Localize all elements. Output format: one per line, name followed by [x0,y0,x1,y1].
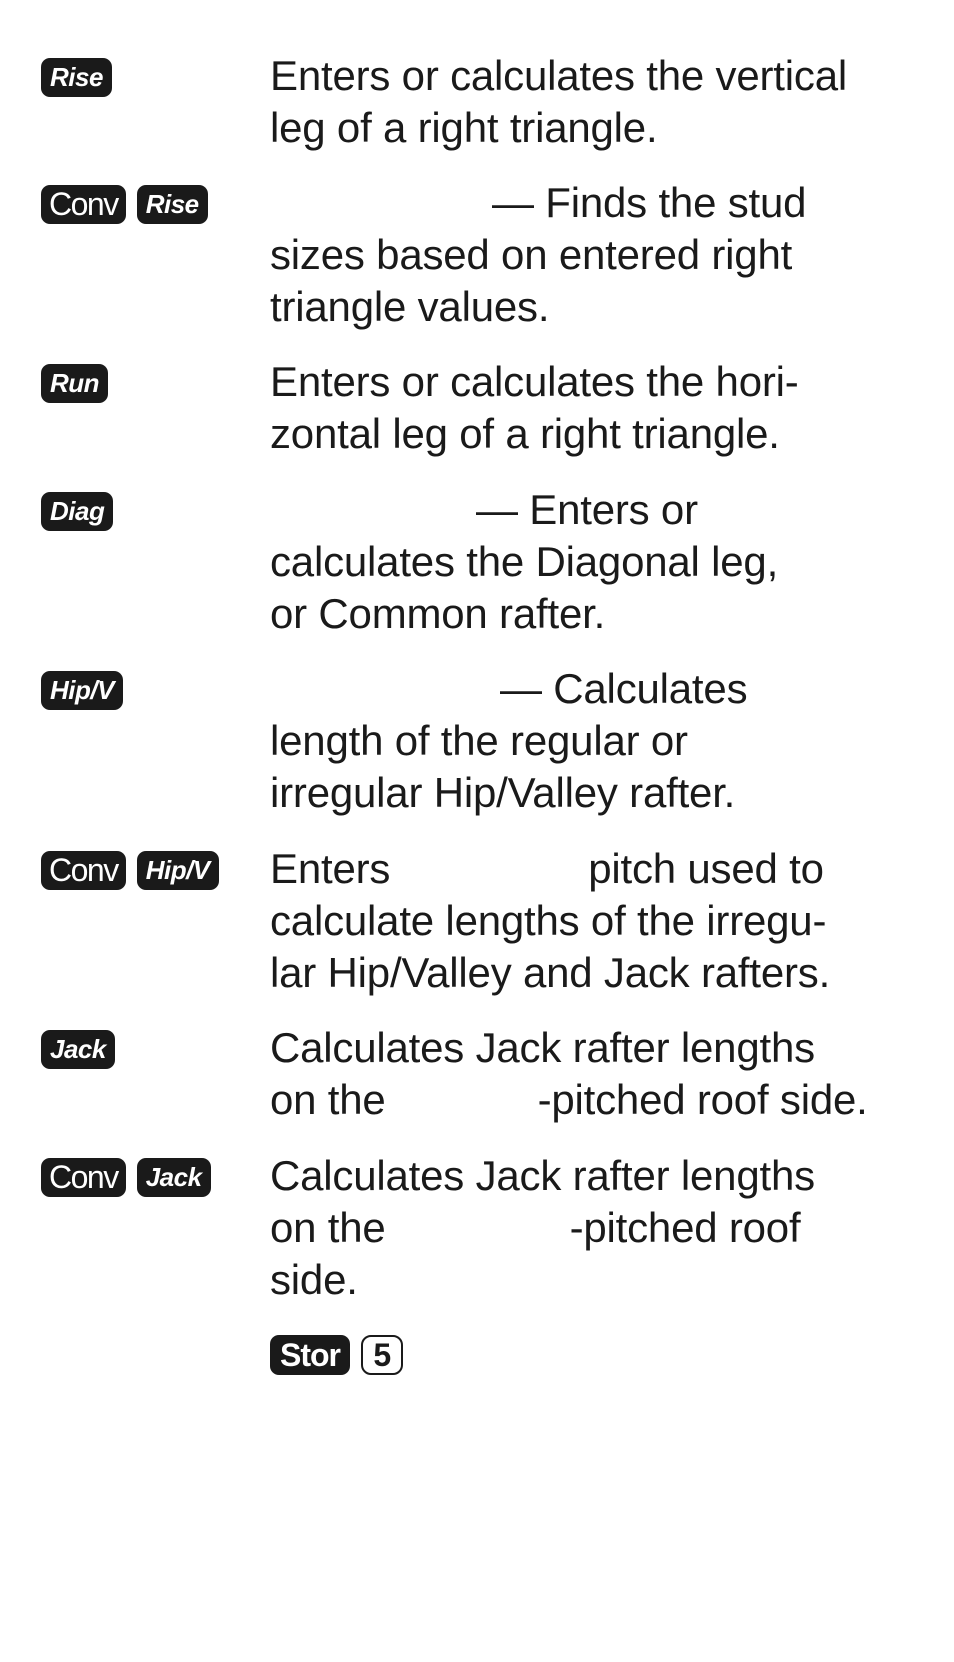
description-line: — Enters or [476,486,698,533]
description-line: — Finds the stud [492,179,807,226]
description-line: calculate lengths of the irregu- [270,897,827,944]
hip-v-key[interactable]: Hip/V [137,851,219,890]
description-line: Enters or calculates the vertical [270,52,847,99]
description-line: on the [270,1076,386,1123]
rise-key[interactable]: Rise [137,185,208,224]
description-line: — Calculates [500,665,748,712]
rise-key[interactable]: Rise [41,58,112,97]
entry-description [270,843,930,999]
description-line: irregular Hip/Valley rafter. [270,769,736,816]
description-line: on the [270,1204,386,1251]
entry-description [270,1022,930,1126]
description-line: -pitched roof side. [537,1076,868,1123]
conv-key[interactable]: Conv [41,851,126,890]
description-line: leg of a right triangle. [270,104,658,151]
description-line: Enters [270,845,391,892]
stor-key-sequence [270,1335,414,1375]
description-line: triangle values. [270,283,550,330]
diag-key[interactable]: Diag [41,492,113,531]
jack-key[interactable]: Jack [137,1158,211,1197]
conv-key[interactable]: Conv [41,185,126,224]
description-line: Calculates Jack rafter lengths [270,1152,815,1199]
jack-key[interactable]: Jack [41,1030,115,1069]
description-line: side. [270,1256,358,1303]
description-line: -pitched roof [569,1204,801,1251]
conv-key[interactable]: Conv [41,1158,126,1197]
description-line: Enters or calculates the hori- [270,358,799,405]
key-group [41,1158,222,1198]
key-group [41,671,134,711]
entry-description [270,50,930,154]
description-line: sizes based on entered right [270,231,793,278]
entry-description [270,177,930,333]
description-line: Calculates Jack rafter lengths [270,1024,815,1071]
entry-description [270,1150,930,1306]
key-group [41,851,230,891]
stor-key[interactable]: Stor [270,1335,350,1375]
description-line: length of the regular or [270,717,688,764]
key-group [41,1030,126,1070]
key-group [41,185,219,225]
entry-description [270,484,930,640]
entry-description [270,663,930,819]
key-group [41,364,119,404]
description-line: pitch used to [588,845,824,892]
key-group [41,58,123,98]
description-line: or Common rafter. [270,590,606,637]
description-line: calculates the Diagonal leg, [270,538,779,585]
entry-description [270,356,930,460]
description-line: lar Hip/Valley and Jack rafters. [270,949,831,996]
description-line: zontal leg of a right triangle. [270,410,780,457]
hip-v-key[interactable]: Hip/V [41,671,123,710]
digit-5-key[interactable]: 5 [361,1335,403,1375]
key-group [41,492,124,532]
run-key[interactable]: Run [41,364,108,403]
